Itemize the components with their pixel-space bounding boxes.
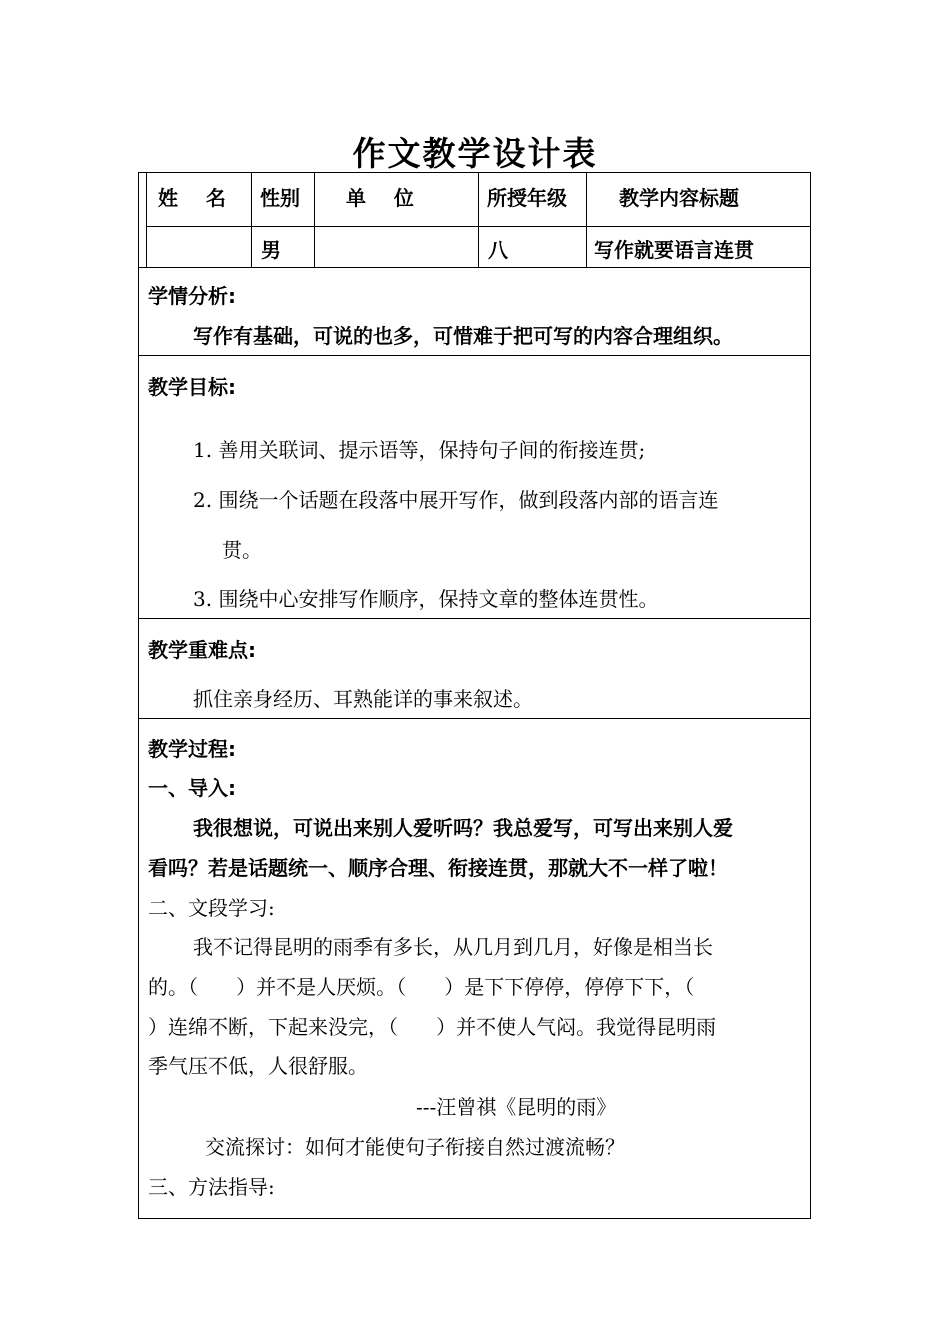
- unit-label: 单 位: [346, 186, 414, 210]
- analysis-text: 写作有基础，可说的也多，可惜难于把可写的内容合理组织。: [193, 324, 733, 348]
- table-divider: [138, 718, 811, 719]
- gender-label: 性别: [260, 186, 300, 210]
- table-divider: [146, 172, 147, 267]
- table-divider: [138, 618, 811, 619]
- goal-item-2: 2. 围绕一个话题在段落中展开写作，做到段落内部的语言连: [193, 488, 719, 512]
- topic-label: 教学内容标题: [619, 186, 739, 210]
- table-divider: [138, 355, 811, 356]
- key-points-text: 抓住亲身经历、耳熟能详的事来叙述。: [193, 687, 533, 711]
- intro-text-line1: 我很想说，可说出来别人爱听吗？我总爱写，可写出来别人爱: [193, 816, 733, 840]
- table-divider: [478, 172, 479, 267]
- goal-item-3: 3. 围绕中心安排写作顺序，保持文章的整体连贯性。: [193, 587, 659, 611]
- table-divider: [314, 172, 315, 267]
- analysis-heading: 学情分析:: [148, 284, 236, 308]
- passage-line2: 的。（ ）并不是人厌烦。（ ）是下下停停，停停下下，（: [148, 975, 695, 999]
- goals-heading: 教学目标:: [148, 375, 236, 399]
- table-divider: [586, 172, 587, 267]
- passage-line1: 我不记得昆明的雨季有多长，从几月到几月，好像是相当长: [193, 935, 713, 959]
- passage-line3: ）连绵不断，下起来没完，（ ）并不使人气闷。我觉得昆明雨: [148, 1015, 717, 1039]
- grade-label: 所授年级: [487, 186, 567, 210]
- section2-heading: 二、文段学习:: [148, 896, 275, 920]
- passage-line4: 季气压不低，人很舒服。: [148, 1054, 368, 1078]
- section3-heading: 三、方法指导:: [148, 1175, 275, 1199]
- goal-item-1: 1. 善用关联词、提示语等，保持句子间的衔接连贯;: [193, 438, 646, 462]
- topic-value: 写作就要语言连贯: [594, 238, 754, 262]
- goal-item-2-cont: 贯。: [222, 538, 262, 562]
- page-title: 作文教学设计表: [352, 134, 598, 173]
- process-heading: 教学过程:: [148, 737, 236, 761]
- passage-attribution: ---汪曾祺《昆明的雨》: [416, 1095, 617, 1119]
- key-points-heading: 教学重难点:: [148, 638, 256, 662]
- table-divider: [138, 267, 811, 268]
- name-label: 姓 名: [158, 186, 226, 210]
- discussion-prompt: 交流探讨：如何才能使句子衔接自然过渡流畅？: [205, 1135, 625, 1159]
- intro-text-line2: 看吗？若是话题统一、顺序合理、衔接连贯，那就大不一样了啦！: [148, 856, 728, 880]
- gender-value: 男: [261, 238, 281, 262]
- table-divider: [251, 172, 252, 267]
- intro-heading: 一、导入:: [148, 776, 236, 800]
- grade-value: 八: [488, 238, 508, 262]
